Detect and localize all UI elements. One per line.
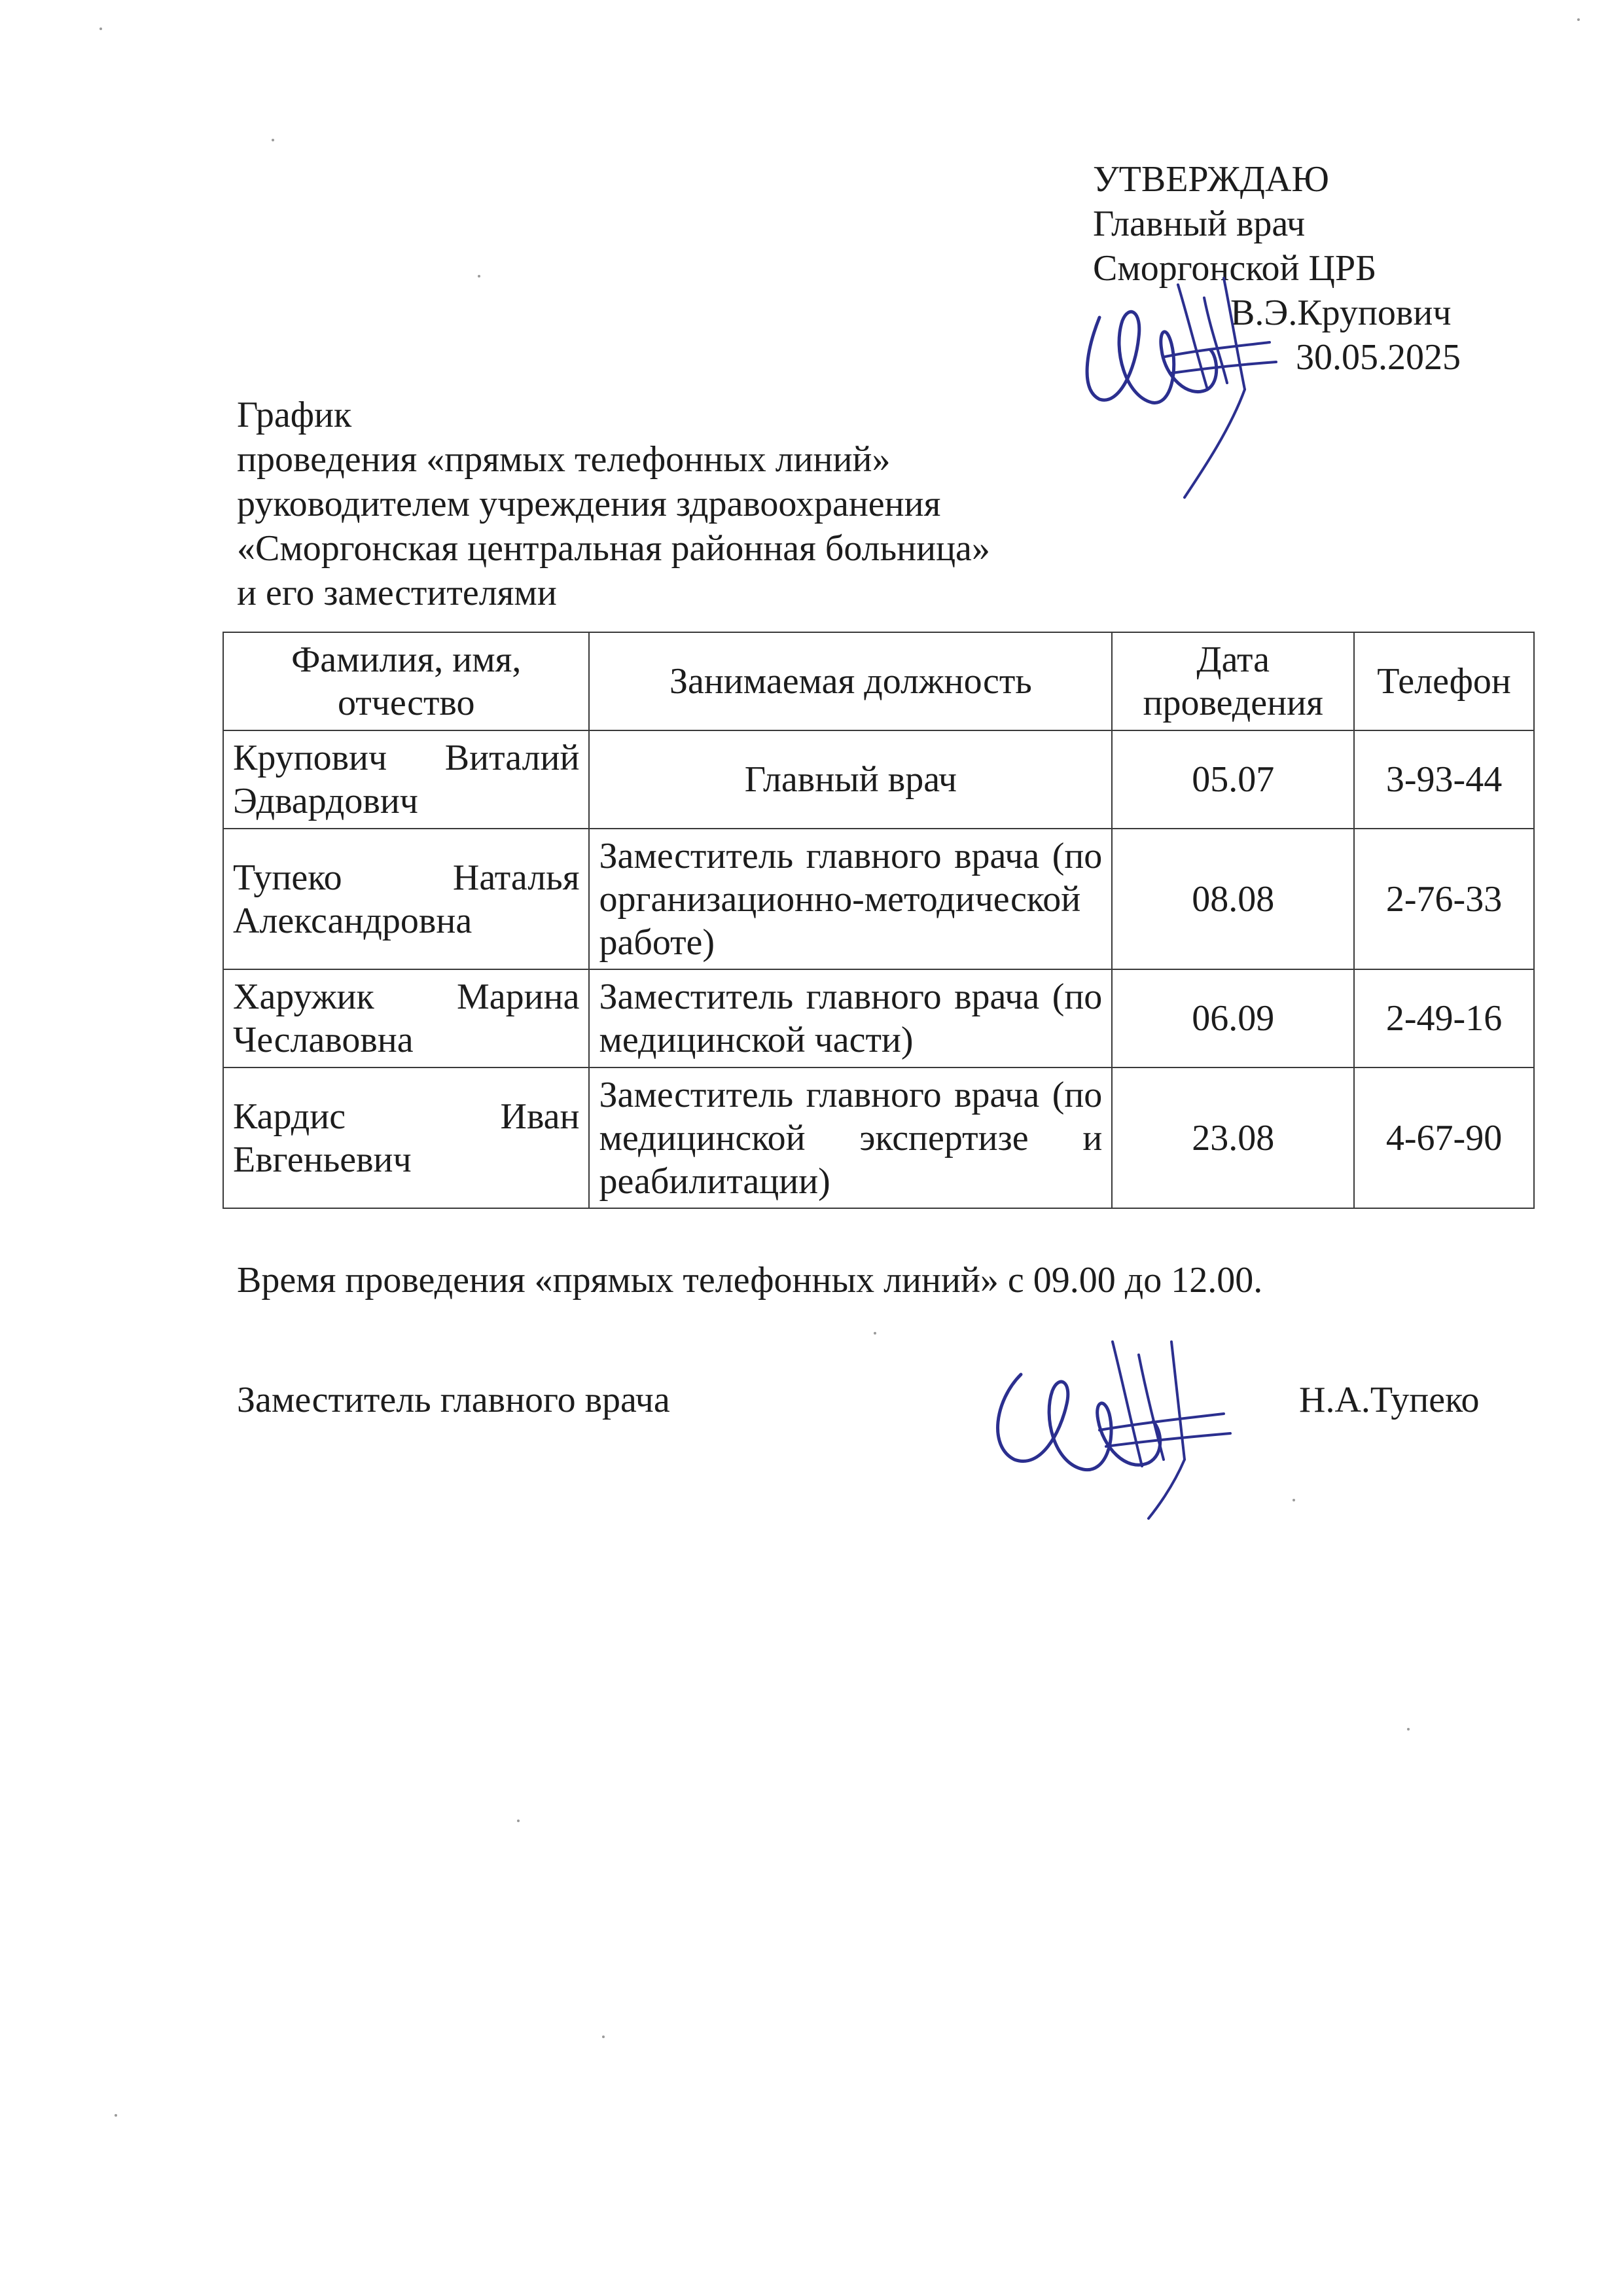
- cell-position: Заместитель главного врача (по медицинской экспертизе и реабилитации): [589, 1067, 1112, 1208]
- table-row: [223, 829, 1534, 969]
- table-row: [223, 1067, 1534, 1208]
- cell-phone: 2-76-33: [1354, 829, 1534, 969]
- table-row: [223, 730, 1534, 829]
- title-line: «Сморгонская центральная районная больница»: [237, 528, 990, 569]
- header-date: Дата проведения: [1112, 632, 1354, 730]
- cell-position: Заместитель главного врача (по медицинской части): [589, 969, 1112, 1067]
- approval-position-line1: Главный врач: [1093, 204, 1306, 244]
- header-phone: Телефон: [1354, 632, 1534, 730]
- cell-phone: 2-49-16: [1354, 969, 1534, 1067]
- cell-phone: 3-93-44: [1354, 730, 1534, 829]
- signer-title: Заместитель главного врача: [237, 1380, 670, 1420]
- scan-speck: [99, 27, 102, 30]
- scan-speck: [602, 2036, 605, 2038]
- cell-date: 05.07: [1112, 730, 1354, 829]
- table-header-row: [223, 632, 1534, 730]
- cell-name: Кардис Иван Евгеньевич: [223, 1067, 589, 1208]
- approval-heading: УТВЕРЖДАЮ: [1093, 159, 1329, 200]
- scan-speck: [517, 1820, 520, 1822]
- title-line: и его заместителями: [237, 573, 557, 613]
- cell-position: Заместитель главного врача (по организационно-методической работе): [589, 829, 1112, 969]
- cell-phone: 4-67-90: [1354, 1067, 1534, 1208]
- time-note: Время проведения «прямых телефонных линий» с 09.00 до 12.00.: [237, 1260, 1263, 1300]
- scan-speck: [272, 139, 274, 141]
- table-row: [223, 969, 1534, 1067]
- cell-name: Тупеко Наталья Александровна: [223, 829, 589, 969]
- cell-position: Главный врач: [589, 730, 1112, 829]
- header-position: Занимаемая должность: [589, 632, 1112, 730]
- scan-speck: [1407, 1728, 1410, 1731]
- title-line: График: [237, 395, 352, 435]
- document-title: [237, 393, 1349, 615]
- cell-date: 23.08: [1112, 1067, 1354, 1208]
- approval-signatory: В.Э.Крупович: [1230, 293, 1452, 333]
- title-line: руководителем учреждения здравоохранения: [237, 484, 941, 524]
- footer-signature-icon: [975, 1335, 1263, 1525]
- scan-speck: [874, 1332, 876, 1335]
- cell-name: Крупович Виталий Эдвардович: [223, 730, 589, 829]
- schedule-table: [223, 632, 1535, 1209]
- cell-name: Харужик Марина Чеславовна: [223, 969, 589, 1067]
- title-line: проведения «прямых телефонных линий»: [237, 439, 891, 480]
- approval-date: 30.05.2025: [1296, 337, 1461, 378]
- scan-speck: [478, 275, 480, 278]
- scan-speck: [1293, 1499, 1295, 1501]
- header-name: Фамилия, имя, отчество: [223, 632, 589, 730]
- approval-position-line2: Сморгонской ЦРБ: [1093, 248, 1377, 289]
- scan-speck: [1577, 18, 1580, 21]
- cell-date: 06.09: [1112, 969, 1354, 1067]
- cell-date: 08.08: [1112, 829, 1354, 969]
- signer-name: Н.А.Тупеко: [1299, 1380, 1480, 1420]
- scan-speck: [115, 2114, 117, 2117]
